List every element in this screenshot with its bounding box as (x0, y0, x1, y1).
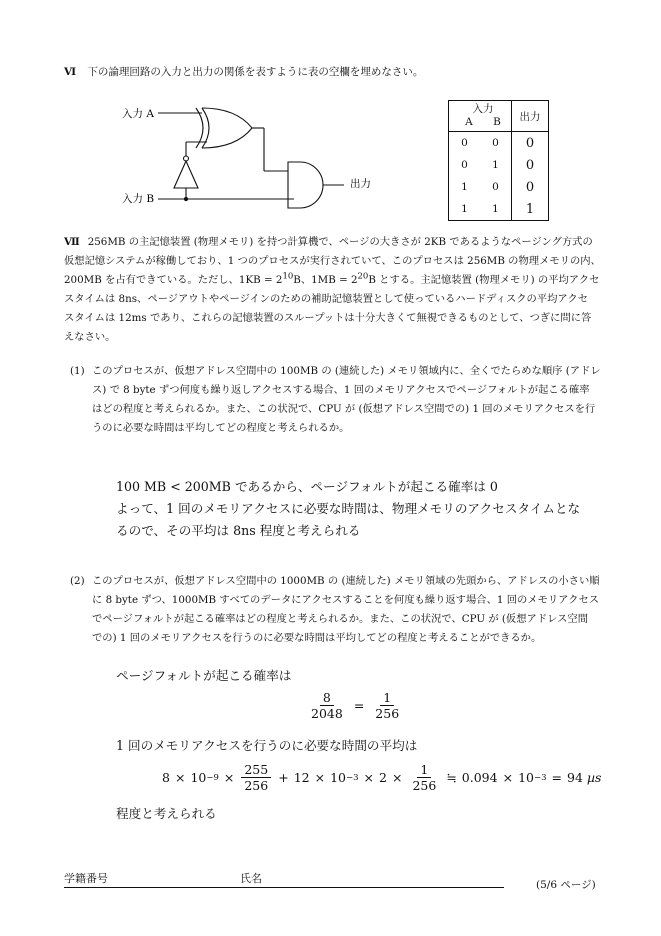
cell-a: 1 (449, 198, 481, 221)
fraction: $\frac{1}{256}$ (412, 762, 437, 793)
cell-b: 0 (492, 181, 499, 193)
subquestion-1 (70, 362, 610, 438)
question-number: Ⅶ (64, 236, 80, 248)
question-7-body (64, 233, 604, 347)
sub1-line: はどの程度と考えられるか。また、この状況で、CPU が (仮想アドレス空間での) 1 回のメモリアクセスを行 (92, 403, 596, 415)
col-b-header: B (493, 116, 501, 128)
student-id-label: 学籍番号 (64, 872, 108, 885)
input-header: 入力 (472, 103, 494, 115)
fraction: $\frac{8}{2048}$ (311, 690, 343, 721)
col-a-header: A (465, 116, 473, 128)
prob-label: ページフォルトが起こる確率は (116, 668, 292, 683)
q7-line-with-powers: 200MB を占有できている。ただし、$1KB = 2^{10}B$、$1MB = 2^{20}B$ とする。主記憶装置 (物理メモリ) の平均アクセ (64, 271, 600, 286)
q7-line: 256MB の主記憶装置 (物理メモリ) を持つ計算機で、ページの大きさが 2KB であるようなページング方式の (87, 236, 593, 248)
sub2-line: での) 1 回のメモリアクセスを行うのに必要な時間は平均してどの程度と考えることができるか。 (92, 632, 542, 644)
cell-a: 1 (449, 176, 481, 198)
sub-label: (1) (70, 365, 85, 377)
conclusion: 程度と考えられる (116, 806, 217, 821)
question-number: Ⅵ (64, 66, 77, 78)
q7-line: えなさい。 (64, 331, 116, 343)
sub-label: (2) (70, 575, 85, 587)
cell-out: 1 (512, 198, 549, 221)
question-6-header (64, 64, 423, 79)
probability-equation: $\frac{8}{2048}$ = $\frac{1}{256}$ (306, 690, 404, 721)
table-row (449, 198, 549, 221)
cell-out: 0 (512, 132, 549, 155)
q7-line: スタイムは 12ms であり、これらの記憶装置のスループットは十分大きくて無視できるものとして、つぎに問に答 (64, 312, 592, 324)
table-row (449, 176, 549, 198)
sub2-line: このプロセスが、仮想アドレス空間中の 1000MB の (連続した) メモリ領域の先頭から、アドレスの小さい順 (92, 575, 600, 587)
answer-line: よって、1 回のメモリアクセスに必要な時間は、物理メモリのアクセスタイムとな (116, 501, 581, 516)
name-label: 氏名 (240, 872, 262, 885)
input-b-label: 入力 B (122, 193, 155, 205)
answer-line: 100 MB < 200MB であるから、ページフォルトが起こる確率は 0 (116, 479, 498, 494)
input-a-label: 入力 A (122, 108, 154, 120)
logic-circuit-diagram (118, 96, 388, 216)
cell-b: 0 (492, 137, 499, 149)
sub1-line: うのに必要な時間は平均してどの程度と考えられるか。 (92, 422, 350, 434)
signature-line (64, 887, 504, 888)
page-number: (5/6 ページ) (536, 879, 596, 891)
cell-b: 1 (480, 198, 512, 221)
cell-out: 0 (512, 154, 549, 176)
question-text: 下の論理回路の入力と出力の関係を表すように表の空欄を埋めなさい。 (87, 66, 424, 78)
q7-line: 仮想記憶システムが稼働しており、1 つのプロセスが実行されていて、このプロセスは 256MB の物理メモリの内、 (64, 255, 601, 267)
sub1-answer (116, 476, 596, 542)
fraction: $\frac{255}{256}$ (241, 762, 271, 793)
time-label: 1 回のメモリアクセスを行うのに必要な時間の平均は (116, 738, 418, 753)
sub1-line: このプロセスが、仮想アドレス空間中の 100MB の (連続した) メモリ領域内に、全くでたらめな順序 (アドレ (92, 365, 601, 377)
subquestion-2 (70, 572, 610, 648)
cell-a: 0 (449, 154, 481, 176)
output-header: 出力 (512, 101, 549, 132)
sub1-line: ス) で 8 byte ずつ何度も繰り返しアクセスする場合、1 回のメモリアクセスでページフォルトが起こる確率 (92, 384, 590, 396)
cell-b: 1 (492, 159, 499, 171)
fraction: $\frac{1}{256}$ (375, 690, 400, 721)
sub2-line: に 8 byte ずつ、1000MB すべてのデータにアクセスすることを何度も繰り返す場合、1 回のメモリアクセス (92, 594, 600, 606)
answer-line: るので、その平均は 8ns 程度と考えられる (116, 523, 361, 538)
sub2-line: でページフォルトが起こる確率はどの程度と考えられるか。また、この状況で、CPU が (仮想アドレス空間 (92, 613, 588, 625)
cell-out: 0 (512, 176, 549, 198)
truth-table (448, 100, 549, 221)
q7-line: スタイムは 8ns、ページアウトやページインのための補助記憶装置として使っているハードディスクの平均アクセ (64, 293, 589, 305)
table-row (449, 132, 549, 155)
time-equation: 8 × 10 −9 × $\frac{255}{256}$ + 12 × 10 −3 × 2 × $\frac{1}{256}$ ≒ 0.094 × 10 −3 = 94 µs (162, 762, 602, 793)
output-label: 出力 (350, 178, 371, 190)
truth-table-container (448, 100, 549, 221)
cell-a: 0 (449, 132, 481, 155)
table-row (449, 154, 549, 176)
input-header-cell (449, 101, 512, 132)
